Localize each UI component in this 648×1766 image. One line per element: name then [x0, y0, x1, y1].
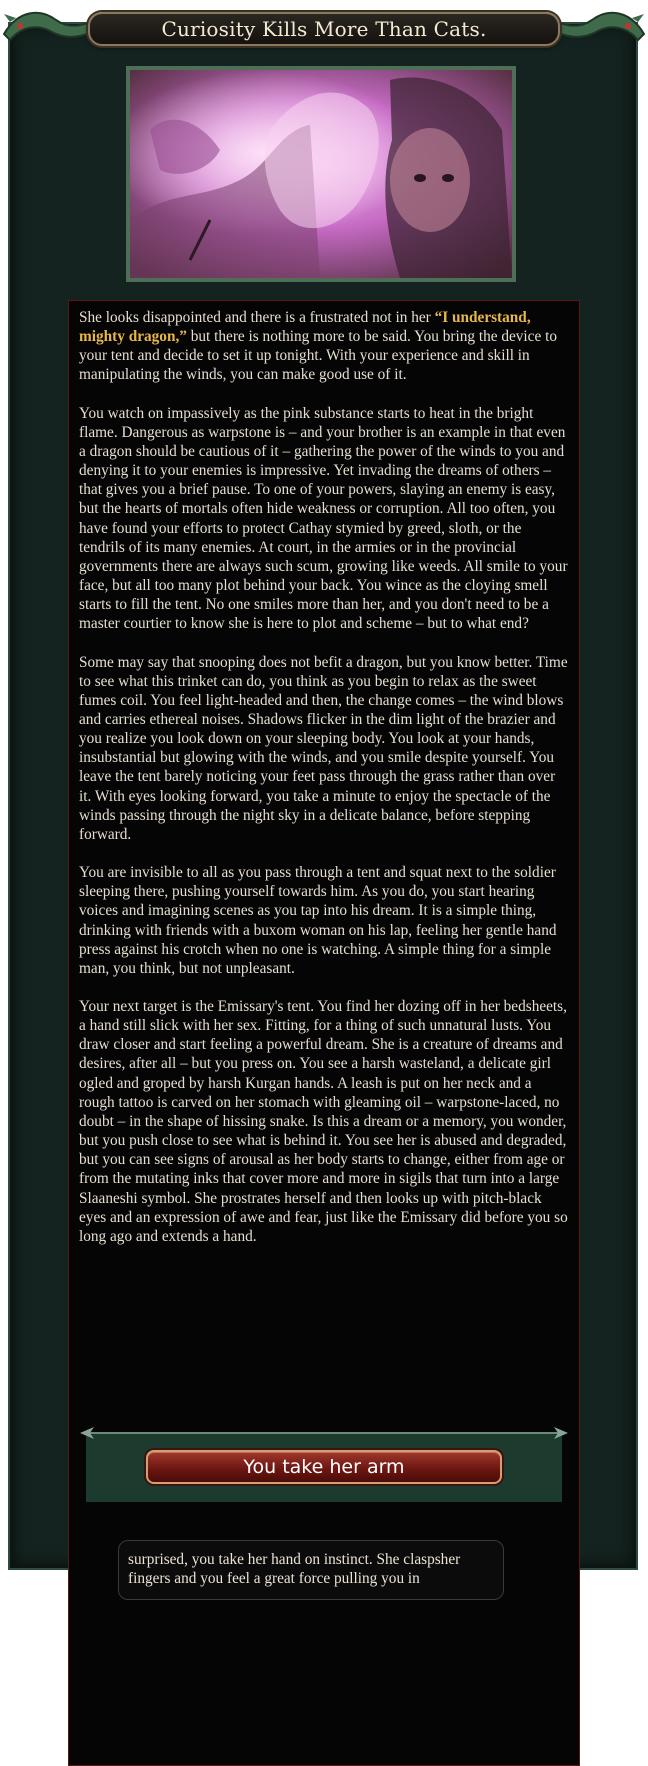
choice-button-take-arm[interactable]: You take her arm: [146, 1450, 502, 1484]
story-paragraph: You are invisible to all as you pass through a tent and squat next to the soldier sleeping there, pushing yourself towards him. As you do, you start hearing voices and imagining scenes as you tap into his dream. It is a simple thing, drinking with friends with a buxom woman on his lap, feeling her gentle hand press against his crotch when no one is watching. A simple thing for a simple man, you think, but not unpleasant.: [79, 864, 557, 977]
story-paragraph: You watch on impassively as the pink substance starts to heat in the bright flame. Dangerous as warpstone is – and your brother is an example in that even a dragon should be cautious of it – gathering the power of the winds to you and denying it to your enemies is impressive. Yet invading the dreams of others – that gives you a brief pause. To one of your powers, slaying an enemy is easy, but the hearts of mortals often hide weakness or corruption. All too often, you have found your efforts to protect Cathay stymied by greed, sloth, or the tendrils of its many enemies. At court, in the armies or in the provincial governments there are always such scum, growing like weeds. All smile to your face, but all too many plot behind your back. You wince as the cloying smell starts to fill the tent. No one smiles more than her, and you don't need to be a master courtier to know she is here to plot and scheme – but to what end?: [79, 404, 568, 633]
event-title-plate: [88, 12, 560, 46]
arrow-right-icon: [554, 1427, 568, 1439]
event-illustration: [126, 66, 516, 282]
story-text: but there is nothing more to be said. You bring the device to your tent and decide to set it up tonight. With your experience and skill in manipulating the winds, you can make good use of it.: [79, 328, 557, 384]
story-text: She looks disappointed and there is a frustrated not in her: [79, 309, 435, 326]
dialogue-quote: “I understand, mighty dragon,”: [79, 309, 531, 346]
story-paragraph: Your next target is the Emissary's tent. You find her dozing off in her bedsheets, a hand still slick with her sex. Fitting, for a thing of such unnatural lusts. You draw closer and start feeling a powerful dream. She is a creature of dreams and desires, after all – but you press on. You see a harsh wasteland, a delicate girl ogled and groped by harsh Kurgan hands. A leash is put on her neck and a rough tattoo is carved on her stomach with gleaming oil – warpstone-laced, no doubt – in the shape of hissing snake. Is this a dream or a memory, you wonder, but you push close to see what is behind it. You see her is abused and degraded, but you can see signs of arousal as her body starts to change, either from age or from the mutating inks that cover more and more in sigils that turn into a large Slaaneshi symbol. She prostrates herself and then looks up with pitch-black eyes and an expression of awe and fear, just like the Emissary did before you so long ago and extends a hand.: [79, 998, 568, 1245]
choice-bar: [86, 1432, 562, 1502]
choice-tooltip: surprised, you take her hand on instinct. She claspsher fingers and you feel a great force pulling you in: [118, 1540, 504, 1600]
story-paragraph: Some may say that snooping does not befit a dragon, but you know better. Time to see what this trinket can do, you think as you begin to relax as the sweet fumes coil. You feel light-headed and then, the change comes – the wind blows and carries ethereal noises. Shadows flicker in the dim light of the brazier and you realize you look down on your sleeping body. You look at your hands, insubstantial but glowing with the winds, and you smile despite yourself. You leave the tent barely noticing your feet pass through the grass rather than over it. With eyes looking forward, you take a minute to enjoy the spectacle of the winds passing through the night sky in a delicate balance, before stepping forward.: [79, 653, 568, 843]
dream-scene-illustration-icon: [130, 70, 512, 278]
event-title: Curiosity Kills More Than Cats.: [161, 17, 487, 41]
arrow-left-icon: [80, 1427, 94, 1439]
story-paragraph: [79, 308, 569, 385]
